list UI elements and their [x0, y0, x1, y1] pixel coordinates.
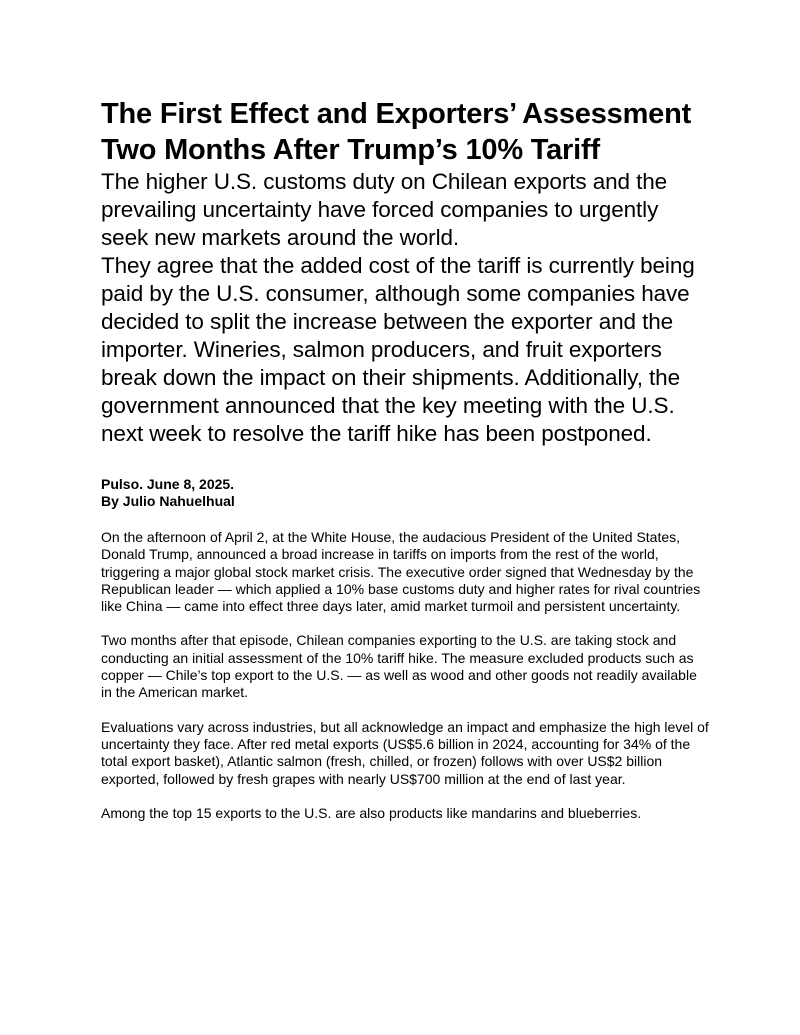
body-paragraph: Among the top 15 exports to the U.S. are also products like mandarins and blueberries.: [101, 804, 642, 821]
byline: By Julio Nahuelhual: [101, 493, 235, 509]
article-lead-1: The higher U.S. customs duty on Chilean exports and the prevailing uncertainty have forced companies to urgently seek new markets around the world.: [101, 169, 668, 250]
dateline: Pulso. June 8, 2025.: [101, 476, 235, 492]
article-lead-2: They agree that the added cost of the tariff is currently being paid by the U.S. consumer, although some companies have decided to split the increase between the exporter and the importer. Wineries, salmon producers, and fruit exporters break down the impact on their shipments. Additionally, the government announced that the key meeting with the U.S. next week to resolve the tariff hike has been postponed.: [101, 253, 695, 446]
article-title: The First Effect and Exporters’ Assessment Two Months After Trump’s 10% Tariff: [101, 98, 692, 166]
body-paragraph: Evaluations vary across industries, but all acknowledge an impact and emphasize the high level of uncertainty they face. After red metal exports (US$5.6 billion in 2024, accounting for 34% of the total export basket), Atlantic salmon (fresh, chilled, or frozen) follows with over US$2 billion exported, followed by fresh grapes with nearly US$700 million at the end of last year.: [101, 718, 709, 787]
article-meta: [101, 476, 711, 510]
article: [101, 96, 711, 822]
body-paragraph: Two months after that episode, Chilean companies exporting to the U.S. are taking stock and conducting an initial assessment of the 10% tariff hike. The measure excluded products such as copper — Chile’s top export to the U.S. — as well as wood and other goods not readily available in the American market.: [101, 632, 697, 701]
body-paragraph: On the afternoon of April 2, at the White House, the audacious President of the United States, Donald Trump, announced a broad increase in tariffs on imports from the rest of the world, triggering a major global stock market crisis. The executive order signed that Wednesday by the Republican leader — which applied a 10% base customs duty and higher rates for rival countries like China — came into effect three days later, amid market turmoil and persistent uncertainty.: [101, 529, 701, 615]
